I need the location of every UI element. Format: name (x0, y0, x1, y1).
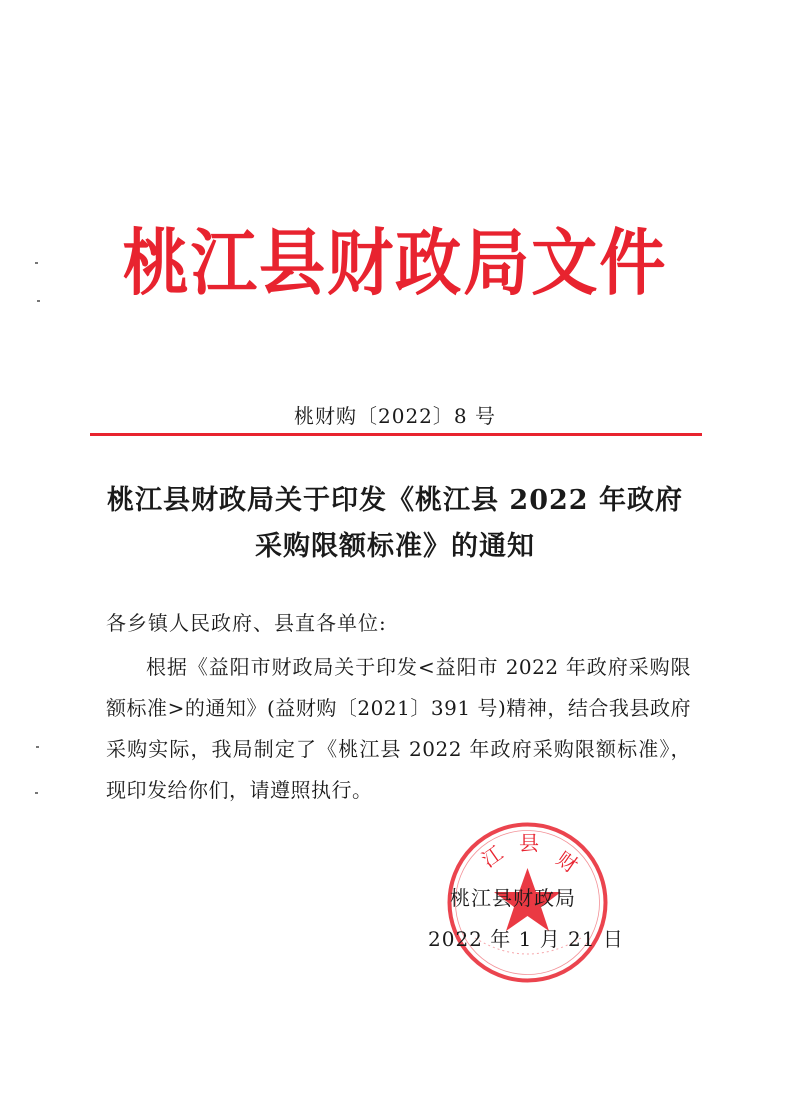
issuer-name: 桃江县财政局 (450, 886, 576, 910)
seal-char-cai: 财 (552, 846, 583, 878)
body-paragraph: 根据《益阳市财政局关于印发<益阳市 2022 年政府采购限额标准>的通知》(益财购〔2021〕391 号)精神，结合我县政府采购实际，我局制定了《桃江县 2022 年政府采购限额标准》，现印发给你们，请遵照执行。 (106, 655, 691, 802)
scan-speck (35, 262, 38, 264)
seal-char-jiang: 江 (477, 840, 508, 873)
document-header-title: 桃江县财政局文件 (122, 221, 668, 305)
seal-char-xian: 县 (519, 831, 539, 855)
notice-title-line2: 采购限额标准》的通知 (255, 531, 535, 562)
notice-title-line1: 桃江县财政局关于印发《桃江县 2022 年政府 (107, 485, 683, 516)
scan-speck (36, 746, 39, 748)
header-divider (90, 433, 702, 436)
document-number: 桃财购〔2022〕8 号 (294, 404, 496, 428)
scan-speck (35, 792, 38, 794)
salutation: 各乡镇人民政府、县直各单位: (106, 611, 387, 635)
scan-speck (37, 300, 40, 302)
notice-title (60, 478, 730, 570)
issue-date: 2022 年 1 月 21 日 (428, 927, 624, 951)
